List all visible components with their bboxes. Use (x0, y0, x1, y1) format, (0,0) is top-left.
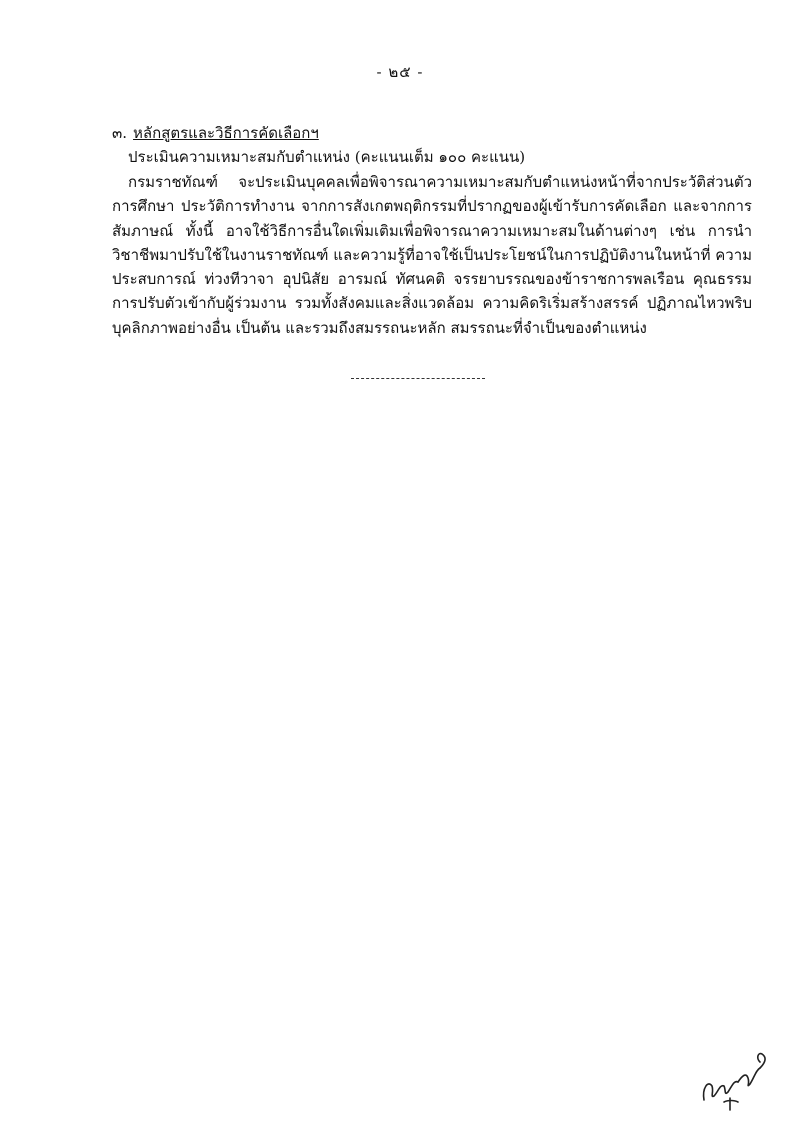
section-body (112, 170, 752, 340)
section-heading (112, 122, 319, 144)
section-number: ๓. (112, 124, 128, 142)
body-line-6: การปรับตัวเข้ากับผู้ร่วมงาน รวมทั้งสังคมและสิ่งแวดล้อม ความคิดริเริ่มสร้างสรรค์ ปฏิภาณไหวพริบ (112, 294, 752, 313)
signature-scribble-icon (690, 1040, 780, 1120)
body-line-3: สัมภาษณ์ ทั้งนี้ อาจใช้วิธีการอื่นใดเพิ่มเติมเพื่อพิจารณาความเหมาะสมในด้านต่างๆ เช่น การนำ (112, 221, 752, 240)
handwritten-signature (690, 1040, 780, 1120)
body-line-5: ประสบการณ์ ท่วงทีวาจา อุปนิสัย อารมณ์ ทัศนคติ จรรยาบรรณของข้าราชการพลเรือน คุณธรรม (112, 270, 752, 289)
body-line-7: บุคลิกภาพอย่างอื่น เป็นต้น และรวมถึงสมรรถนะหลัก สมรรถนะที่จำเป็นของตำแหน่ง (112, 318, 647, 337)
body-line-2: การศึกษา ประวัติการทำงาน จากการสังเกตพฤติกรรมที่ปรากฏของผู้เข้ารับการคัดเลือก และจากการ (112, 197, 752, 216)
section-title: หลักสูตรและวิธีการคัดเลือกฯ (133, 124, 319, 142)
end-separator-line (351, 378, 485, 379)
section-subheading: ประเมินความเหมาะสมกับตำแหน่ง (คะแนนเต็ม ๑๐๐ คะแนน) (128, 148, 526, 166)
page-number: - ๒๕ - (376, 63, 424, 81)
body-line-1: กรมราชทัณฑ์ จะประเมินบุคคลเพื่อพิจารณาความเหมาะสมกับตำแหน่งหน้าที่จากประวัติส่วนตัว (128, 173, 752, 191)
body-line-4: วิชาชีพมาปรับใช้ในงานราชทัณฑ์ และความรู้ที่อาจใช้เป็นประโยชน์ในการปฏิบัติงานในหน้าที่ ความ (112, 245, 752, 264)
